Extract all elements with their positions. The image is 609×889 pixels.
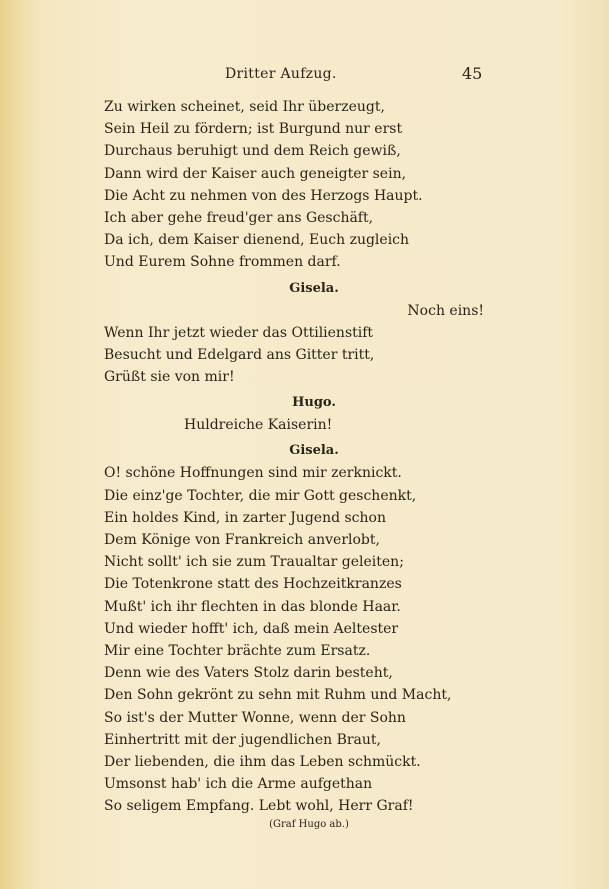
- verse-line: Den Sohn gekrönt zu sehn mit Ruhm und Macht,: [104, 687, 452, 704]
- verse-line: Durchaus beruhigt und dem Reich gewiß,: [104, 143, 401, 160]
- verse-line: Da ich, dem Kaiser dienend, Euch zugleich: [104, 232, 410, 249]
- running-title: Dritter Aufzug.: [225, 66, 337, 82]
- speaker-name: Hugo.: [292, 395, 336, 411]
- verse-line: Sein Heil zu fördern; ist Burgund nur erst: [104, 121, 403, 138]
- verse-line: Dem Könige von Frankreich anverlobt,: [104, 532, 380, 548]
- verse-line: Wenn Ihr jetzt wieder das Ottilienstift: [104, 324, 374, 341]
- verse-line: Grüßt sie von mir!: [104, 369, 235, 386]
- page-header: [0, 66, 609, 86]
- verse-line: So ist's der Mutter Wonne, wenn der Sohn: [104, 709, 406, 726]
- verse-line: Mir eine Tochter brächte zum Ersatz.: [104, 642, 371, 659]
- verse-line: Mußt' ich ihr flechten in das blonde Haar.: [104, 598, 401, 615]
- verse-line: Zu wirken scheinet, seid Ihr überzeugt,: [104, 99, 385, 115]
- verse-line: Denn wie des Vaters Stolz darin besteht,: [104, 665, 393, 682]
- verse-line: Die Totenkrone statt des Hochzeitkranzes: [104, 576, 402, 593]
- verse-line: Noch eins!: [407, 302, 484, 319]
- verse-line: Und Eurem Sohne frommen darf.: [104, 254, 341, 271]
- verse-line: Huldreiche Kaiserin!: [184, 417, 333, 434]
- verse-line: Nicht sollt' ich sie zum Traualtar geleiten;: [104, 554, 404, 571]
- stage-direction: (Graf Hugo ab.): [269, 819, 349, 831]
- verse-line: Ein holdes Kind, in zarter Jugend schon: [104, 509, 386, 526]
- verse-line: Umsonst hab' ich die Arme aufgethan: [104, 776, 373, 793]
- verse-line: Die Acht zu nehmen von des Herzogs Haupt.: [104, 187, 423, 204]
- verse-line: Ich aber gehe freud'ger ans Geschäft,: [104, 209, 374, 226]
- page-text: [104, 96, 484, 833]
- verse-line: Und wieder hofft' ich, daß mein Aeltester: [104, 620, 399, 637]
- verse-line: Dann wird der Kaiser auch geneigter sein,: [104, 165, 407, 182]
- verse-line: Einhertritt mit der jugendlichen Braut,: [104, 731, 381, 748]
- speaker-name: Gisela.: [289, 443, 339, 459]
- verse-line: Die einz'ge Tochter, die mir Gott geschenkt,: [104, 487, 417, 504]
- verse-line: Besucht und Edelgard ans Gitter tritt,: [104, 346, 375, 363]
- speaker-name: Gisela.: [289, 280, 339, 296]
- verse-line: O! schöne Hoffnungen sind mir zerknickt.: [104, 465, 402, 482]
- verse-line: Der liebenden, die ihm das Leben schmückt.: [104, 753, 421, 770]
- verse-line: So seligem Empfang. Lebt wohl, Herr Graf!: [104, 798, 414, 815]
- page-number: 45: [462, 64, 483, 83]
